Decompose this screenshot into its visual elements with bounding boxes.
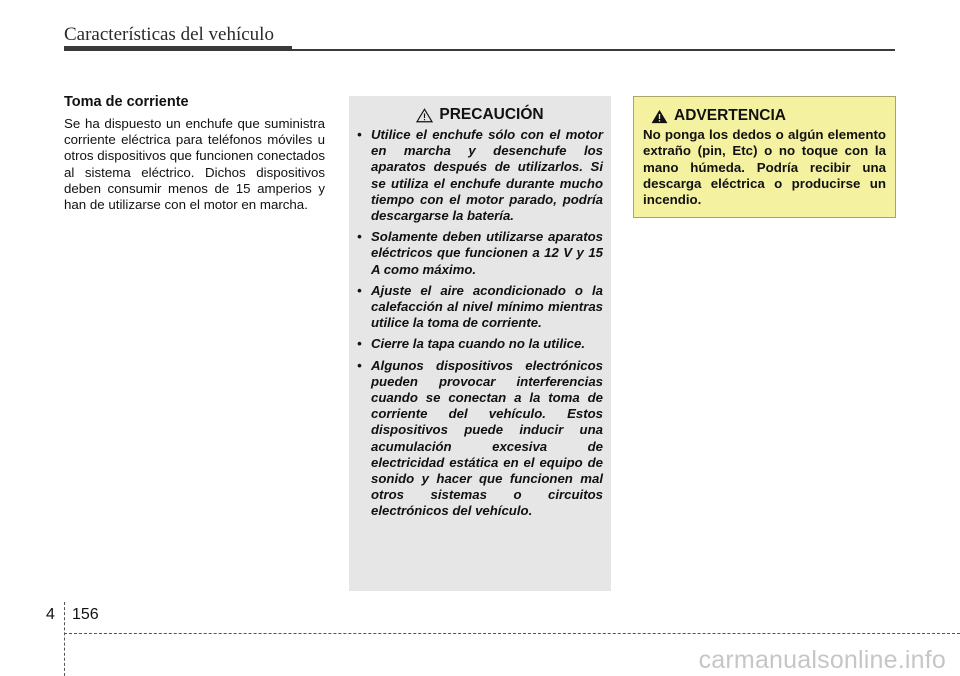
warning-text: No ponga los dedos o algún elemento extraño (pin, Etc) o no toque con la mano húmeda. Podría recibir una descarga eléctrica o producirse un incendio. (643, 127, 886, 208)
caution-header (357, 106, 603, 124)
caution-item-text: Cierre la tapa cuando no la utilice. (371, 336, 585, 352)
caution-item-text: Ajuste el aire acondicionado o la calefacción al nivel mínimo mientras utilice la toma de corriente. (371, 282, 603, 331)
bullet: • (357, 282, 362, 298)
warning-title: ADVERTENCIA (674, 107, 786, 124)
footer-divider-horizontal (64, 633, 960, 634)
caution-item-text: Solamente deben utilizarse aparatos eléctricos que funcionen a 12 V y 15 A como máximo. (371, 229, 603, 277)
bullet: • (357, 127, 362, 142)
caution-item (357, 358, 603, 520)
caution-box (349, 96, 611, 591)
main-column (64, 94, 325, 213)
caution-item (357, 229, 603, 278)
section-title: Toma de corriente (64, 94, 189, 110)
header-rule-thick (64, 46, 292, 51)
caution-title: PRECAUCIÓN (439, 106, 544, 123)
bullet: • (357, 336, 362, 352)
header-rule-thin (292, 49, 895, 51)
caution-item (357, 283, 603, 332)
bullet: • (357, 229, 362, 245)
warning-header (651, 107, 886, 125)
warning-triangle-icon (651, 109, 668, 124)
page-number: 156 (72, 606, 99, 623)
caution-list (357, 127, 603, 520)
bullet: • (357, 357, 362, 373)
chapter-number: 4 (46, 606, 55, 623)
section-body: Se ha dispuesto un enchufe que suministra corriente eléctrica para teléfonos móviles u otros dispositivos que funcionen conectados al sistema eléctrico. Dichos dispositivos deben consumir menos de 15 amperios y han de utilizarse con el motor en marcha. (64, 116, 325, 213)
caution-item (357, 336, 603, 352)
caution-item (357, 127, 603, 224)
footer-divider-vertical (64, 602, 65, 676)
watermark: carmanualsonline.info (698, 646, 946, 674)
page-header-title: Características del vehículo (64, 24, 274, 45)
warning-box (633, 96, 896, 218)
caution-item-text: Utilice el enchufe sólo con el motor en marcha y desenchufe los aparatos después de utilizarlos. Si se utiliza el enchufe durante mucho tiempo con el motor parado, podría descargarse la batería. (371, 127, 603, 224)
caution-triangle-icon (416, 108, 433, 123)
caution-item-text: Algunos dispositivos electrónicos pueden provocar interferencias cuando se conectan a la toma de corriente del vehículo. Estos dispositivos puede inducir una acumulación excesiva de electricidad estática en el equipo de sonido y hacer que funcionen mal otros sistemas o circuitos electrónicos del vehículo. (371, 357, 603, 519)
